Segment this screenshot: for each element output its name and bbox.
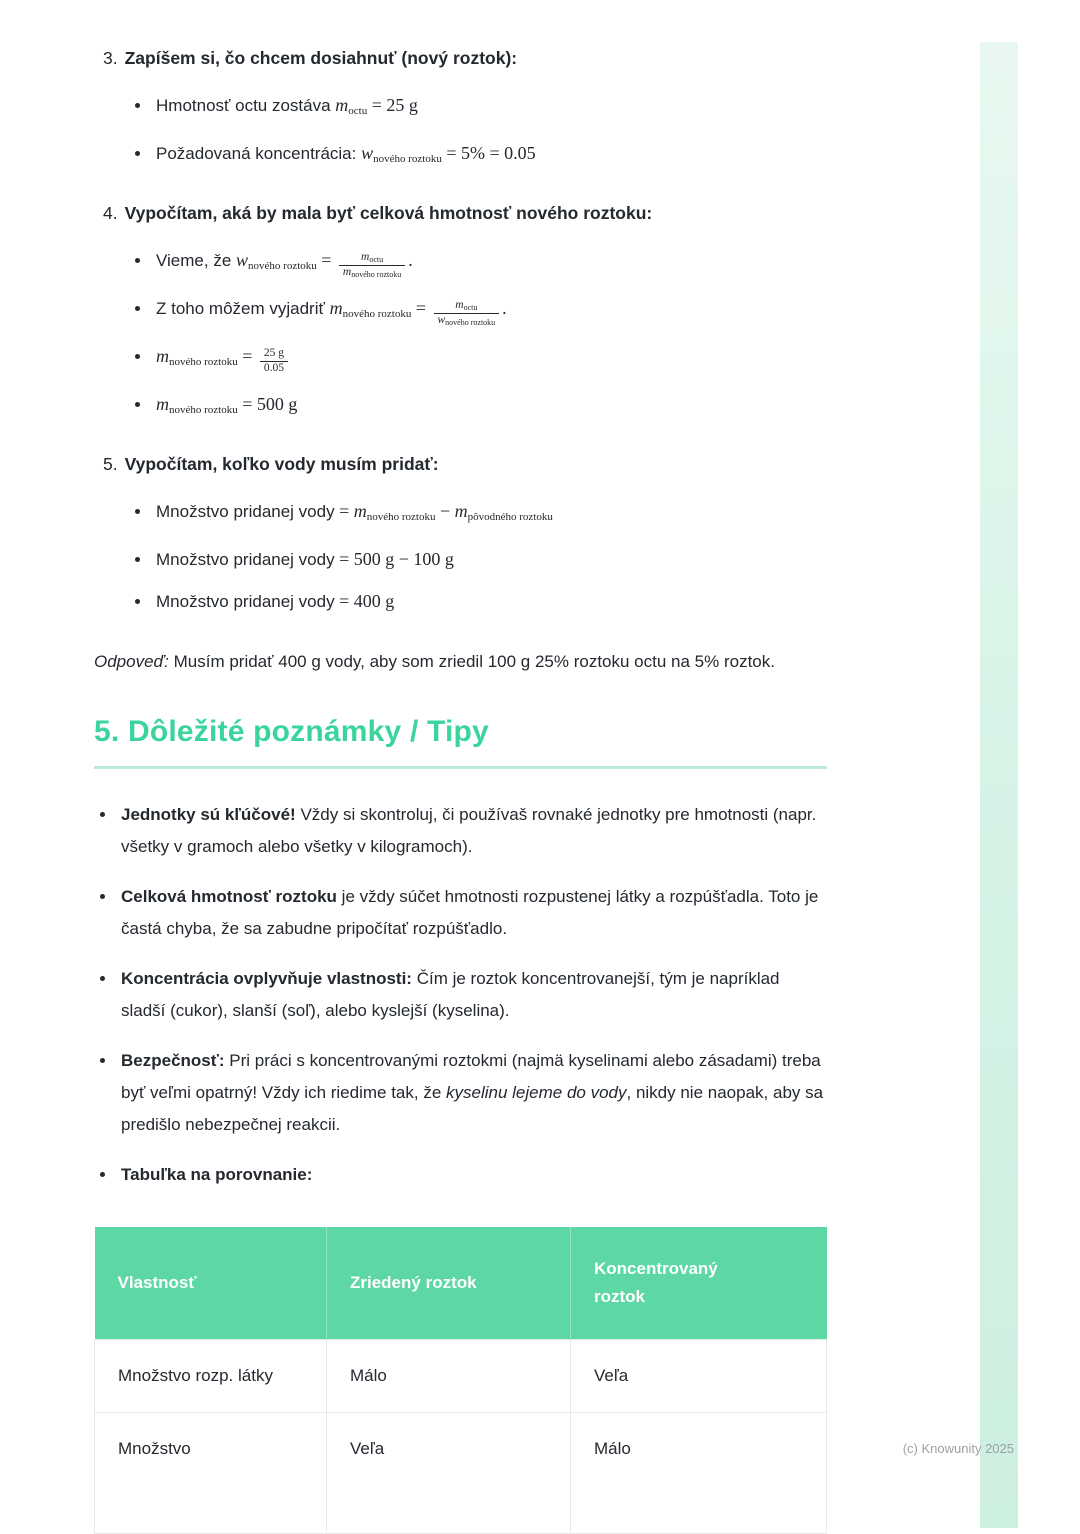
math-fraction — [339, 251, 405, 279]
math-variable: w — [236, 250, 249, 270]
list-item — [135, 588, 827, 615]
math-value: = 500 g − 100 g — [334, 549, 454, 569]
table-header-row — [95, 1227, 827, 1340]
math-variable: m — [335, 95, 349, 115]
list-item — [100, 1045, 827, 1141]
math-period: . — [408, 250, 413, 270]
math-subscript: pôvodného roztoku — [467, 511, 553, 523]
answer-text: Musím pridať 400 g vody, aby som zriedil 100 g 25% roztoku octu na 5% roztok. — [168, 652, 775, 671]
fraction-value: 0.05 — [263, 362, 285, 374]
list-item — [100, 881, 827, 945]
step-title-text: Zapíšem si, čo chcem dosiahnuť (nový roztok): — [124, 48, 518, 68]
list-item — [135, 295, 827, 328]
math-fraction — [260, 347, 288, 375]
math-variable: w — [361, 143, 374, 163]
tip-bold: Koncentrácia ovplyvňuje vlastnosti: — [121, 969, 412, 988]
tip-bold: Jednotky sú kľúčové! — [121, 805, 296, 824]
step-5 — [94, 452, 827, 615]
math-subscript: nového roztoku — [445, 318, 496, 327]
answer-paragraph — [94, 643, 827, 680]
text-lead: Vieme, že — [156, 251, 237, 270]
math-equals: = — [411, 298, 431, 318]
list-item-text — [156, 588, 827, 615]
tip-text: Vždy si skontroluj, či používaš rovnaké jednotky pre hmotnosti (napr. všetky v gramoch alebo všetky v kilogramoch). — [121, 805, 817, 856]
bullet-marker — [100, 894, 105, 899]
list-item-text — [156, 546, 827, 573]
math-fraction — [434, 299, 500, 327]
bullet-marker — [135, 402, 140, 407]
step-5-title — [94, 452, 827, 476]
list-item — [100, 1159, 827, 1191]
bullet-marker — [100, 1058, 105, 1063]
list-item-text — [156, 343, 827, 376]
math-subscript: octu — [463, 302, 478, 312]
list-item-text — [156, 391, 827, 424]
list-item — [100, 799, 827, 863]
math-subscript: nového roztoku — [342, 308, 412, 320]
list-item-text — [156, 295, 827, 328]
bullet-marker — [135, 557, 140, 562]
list-item — [135, 343, 827, 376]
math-value: = 500 g — [237, 394, 298, 414]
math-variable: m — [454, 501, 468, 521]
step-title-text: Vypočítam, koľko vody musím pridať: — [124, 454, 439, 474]
math-expression — [335, 501, 553, 521]
tip-bold: Bezpečnosť: — [121, 1051, 225, 1070]
list-item-text — [156, 140, 827, 173]
math-subscript: nového roztoku — [248, 260, 317, 272]
bullet-marker — [135, 509, 140, 514]
list-item-text — [121, 1045, 827, 1141]
math-subscript: nového roztoku — [373, 153, 442, 165]
decorative-strip — [980, 42, 1018, 1528]
copyright-credit: (c) Knowunity 2025 — [902, 1441, 1014, 1456]
bullet-marker — [100, 812, 105, 817]
list-item-text — [121, 799, 827, 863]
math-variable: m — [156, 394, 169, 414]
bullet-marker — [100, 976, 105, 981]
math-value: = 400 g — [334, 591, 395, 611]
list-item — [135, 391, 827, 424]
list-item — [100, 963, 827, 1027]
bullet-marker — [100, 1172, 105, 1177]
text-lead: Množstvo pridanej vody — [156, 550, 335, 569]
math-subscript: octu — [348, 105, 368, 117]
math-subscript: nového roztoku — [366, 511, 436, 523]
tip-text: Čím je roztok koncentrovanejší, tým je napríklad sladší (cukor), slanší (soľ), alebo kyslejší (kyselina). — [121, 969, 780, 1020]
text-lead: Požadovaná koncentrácia: — [156, 144, 362, 163]
text-lead: Z toho môžem vyjadriť — [156, 299, 330, 318]
math-variable: w — [437, 314, 446, 326]
step-3-title — [94, 46, 827, 70]
fraction-denominator — [434, 314, 500, 327]
math-variable: m — [361, 250, 370, 263]
step-number: 4. — [103, 203, 118, 223]
list-item-text — [121, 1159, 827, 1191]
bullet-marker — [135, 258, 140, 263]
document-content — [94, 46, 827, 1534]
list-item — [135, 247, 827, 280]
step-number: 3. — [103, 48, 118, 68]
list-item-text — [121, 881, 827, 945]
list-item — [135, 546, 827, 573]
tip-italic: kyselinu lejeme do vody — [446, 1083, 627, 1102]
table-cell: Množstvo — [95, 1413, 327, 1534]
tips-list — [94, 799, 827, 1191]
table-cell: Málo — [327, 1340, 571, 1413]
text-lead: Hmotnosť octu zostáva — [156, 96, 336, 115]
step-4 — [94, 201, 827, 424]
math-minus: − — [435, 501, 455, 521]
math-expression — [335, 95, 418, 115]
math-subscript: octu — [369, 254, 384, 264]
list-item — [135, 92, 827, 125]
table-head — [95, 1227, 827, 1340]
table-header-cell: Zriedený roztok — [327, 1227, 571, 1340]
section-heading: 5. Dôležité poznámky / Tipy — [94, 715, 489, 748]
math-variable: m — [342, 266, 352, 278]
math-subscript: nového roztoku — [169, 356, 238, 368]
table-cell: Málo — [571, 1413, 827, 1534]
list-item — [135, 498, 827, 531]
math-subscript: nového roztoku — [351, 270, 402, 279]
bullet-marker — [135, 103, 140, 108]
bullet-marker — [135, 151, 140, 156]
list-item — [135, 140, 827, 173]
fraction-numerator — [260, 347, 288, 362]
step-title-text: Vypočítam, aká by mala byť celková hmotnosť nového roztoku: — [124, 203, 653, 223]
table-body — [95, 1340, 827, 1534]
tip-text: , nikdy nie naopak, aby sa predišlo nebezpečnej reakcii. — [121, 1083, 824, 1134]
fraction-denominator — [260, 362, 288, 375]
section-divider — [94, 766, 827, 769]
table-header-cell: Vlastnosť — [95, 1227, 327, 1340]
comparison-table — [94, 1227, 827, 1534]
table-cell: Množstvo rozp. látky — [95, 1340, 327, 1413]
step-4-title — [94, 201, 827, 225]
math-subscript: nového roztoku — [169, 404, 238, 416]
math-expression — [236, 250, 413, 279]
math-value: = 25 g — [367, 95, 418, 115]
math-variable: m — [353, 501, 367, 521]
math-equals: = — [237, 346, 257, 366]
fraction-value: 25 g — [263, 346, 285, 359]
list-item-text — [156, 498, 827, 531]
tip-bold: Tabuľka na porovnanie: — [121, 1165, 313, 1184]
table-cell: Veľa — [571, 1340, 827, 1413]
table-cell: Veľa — [327, 1413, 571, 1534]
list-item-text — [121, 963, 827, 1027]
list-item-text — [156, 92, 827, 125]
bullet-marker — [135, 306, 140, 311]
math-equals: = — [316, 250, 336, 270]
math-expression — [329, 298, 507, 327]
math-equals: = — [334, 501, 354, 521]
bullet-marker — [135, 354, 140, 359]
table-header-cell: Koncentrovaný roztok — [571, 1227, 827, 1340]
fraction-denominator — [339, 266, 405, 279]
tip-text: je vždy súčet hmotnosti rozpustenej látky a rozpúšťadla. Toto je častá chyba, že sa zabudne pripočítať rozpúšťadlo. — [121, 887, 819, 938]
step-3 — [94, 46, 827, 173]
math-expression — [156, 346, 291, 374]
table-row — [95, 1340, 827, 1413]
text-lead: Množstvo pridanej vody — [156, 502, 335, 521]
text-lead: Množstvo pridanej vody — [156, 592, 335, 611]
math-expression — [335, 549, 454, 569]
answer-label: Odpoveď: — [94, 652, 169, 671]
fraction-numerator — [434, 299, 500, 314]
math-value: = 5% = 0.05 — [441, 143, 536, 163]
tip-text: Pri práci s koncentrovanými roztokmi (najmä kyselinami alebo zásadami) treba byť veľmi opatrný! Vždy ich riedime tak, že — [121, 1051, 821, 1102]
table-row — [95, 1413, 827, 1534]
math-variable: m — [455, 298, 464, 311]
bullet-marker — [135, 599, 140, 604]
step-number: 5. — [103, 454, 118, 474]
list-item-text — [156, 247, 827, 280]
tip-bold: Celková hmotnosť roztoku — [121, 887, 337, 906]
math-expression — [361, 143, 536, 163]
math-expression — [335, 591, 395, 611]
math-period: . — [502, 298, 507, 318]
math-expression — [156, 394, 297, 414]
math-variable: m — [156, 346, 169, 366]
fraction-numerator — [339, 251, 405, 266]
math-variable: m — [329, 298, 343, 318]
